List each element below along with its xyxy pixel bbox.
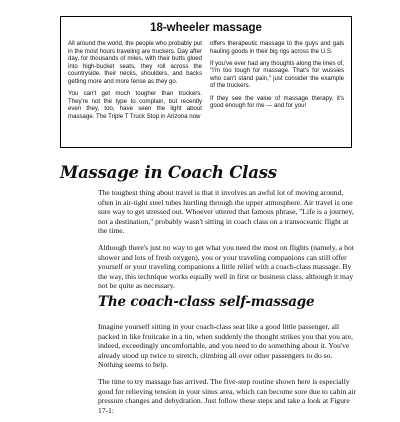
body-paragraph: The time to try massage has arrived. The five-step routine shown here is especially good for relieving tension in your sinus area, which can become sore due to cabin air pressure changes and dehydration. Just follow these steps and take a look at Figure 17-1: (98, 376, 357, 415)
section-body (98, 188, 358, 298)
sidebar-column-left (68, 40, 202, 125)
sidebar-title: 18-wheeler massage (150, 22, 262, 34)
sidebar-columns (68, 40, 344, 125)
sidebar-box (60, 16, 352, 148)
sidebar-paragraph: If you've ever had any thoughts along the lines of, "I'm too tough for massage. That's for wussies who can't stand pain," just consider the example of the truckers. (210, 59, 344, 90)
body-paragraph: The toughest thing about travel is that it involves an awful lot of moving around, often in air-tight steel tubes hurtling through the upper atmosphere. Air travel is one sure way to get stressed out. Whoever uttered that famous phrase, "Life is a journey, not a destination," probably wasn't sitting in coach class on a transoceanic flight at the time. (98, 188, 354, 236)
sidebar-paragraph: offers therapeutic massage to the guys and gals hauling goods in their big rigs across the U.S. (210, 40, 344, 55)
sidebar-column-right (210, 40, 344, 125)
subsection-body (98, 322, 358, 422)
sidebar-paragraph: You can't get much tougher than truckers. They're not the type to complain, but recently even they, too, have seen the light about massage. The Triple T Truck Stop in Arizona now (68, 90, 202, 120)
sidebar-paragraph: If they see the value of massage therapy, it's good enough for me — and for you! (210, 94, 344, 110)
sidebar-paragraph: All around the world, the people who probably put in the most hours traveling are truckers. Day after day, for thousands of miles, with their butts glued into high-bucket seats, they roll across the countryside, their necks, shoulders, and backs getting more and more tense as they go. (68, 40, 202, 85)
subsection-heading: The coach-class self-massage (98, 294, 315, 310)
body-paragraph: Although there's just no way to get what you need the most on flights (namely, a hot shower and lots of fresh oxygen), you or your traveling companions can still offer yourself or your traveling companions a little relief with a coach-class massage. By the way, this technique works equally well in first or business class, although it may not be quite as necessary. (98, 242, 354, 291)
body-paragraph: Imagine yourself sitting in your coach-class seat like a good little passenger, all packed in like fruitcake in a tin, when suddenly the thought strikes you that you are, indeed, exceedingly uncomfortable, and you need to do something about it. You've already stood up twice to stretch, climbing all over other passengers to do so. Nothing seems to help. (98, 322, 353, 370)
section-heading: Massage in Coach Class (60, 163, 277, 182)
